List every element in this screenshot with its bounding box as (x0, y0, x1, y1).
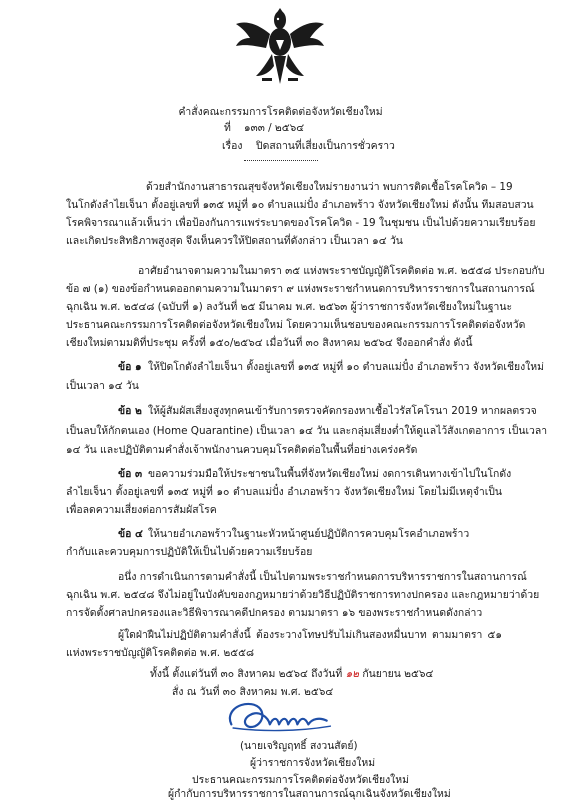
clause-line: ขอความร่วมมือให้ประชาชนในพื้นที่จังหวัดเชียงใหม่ งดการเดินทางเข้าไปในโกดัง (148, 468, 512, 480)
paragraph-line: แห่งพระราชบัญญัติโรคติดต่อ พ.ศ. ๒๕๕๘ (66, 647, 254, 659)
effective-prefix: ทั้งนี้ ตั้งแต่วันที่ ๓๐ สิงหาคม ๒๕๖๔ ถึงวันที่ (150, 668, 343, 680)
paragraph-line: โรคพิจารณาแล้วเห็นว่า เพื่อป้องกันการแพร่ระบาดของโรคโควิด - 19 ในชุมชน เป็นไปด้วยความเรียบร้อย (66, 217, 536, 229)
paragraph-line: ฉุกเฉิน พ.ศ. ๒๕๔๘ จึงไม่อยู่ในบังคับของกฎหมายว่าด้วยวิธีปฏิบัติราชการทางปกครอง และกฎหมายว่าด้วย (66, 589, 540, 601)
clause-3-label: ข้อ ๓ (118, 468, 143, 480)
garuda-emblem-icon (232, 6, 328, 90)
header-separator (244, 160, 318, 161)
clause-line: เพื่อลดความเสี่ยงต่อการสัมผัสโรค (66, 504, 217, 516)
clause-line: ให้ผู้สัมผัสเสี่ยงสูงทุกคนเข้ารับการตรวจคัดกรองหาเชื้อไวรัสโคโรนา 2019 หากผลตรวจ (148, 405, 537, 417)
paragraph-line: ด้วยสำนักงานสาธารณสุขจังหวัดเชียงใหม่รายงานว่า พบการติดเชื้อโรคโควิด – 19 (146, 181, 513, 193)
clause-line: ให้นายอำเภอพร้าวในฐานะหัวหน้าศูนย์ปฏิบัติการควบคุมโรคอำเภอพร้าว (148, 528, 470, 540)
order-title: คำสั่งคณะกรรมการโรคติดต่อจังหวัดเชียงใหม่ (178, 106, 383, 118)
paragraph-line: ประธานคณะกรรมการโรคติดต่อจังหวัดเชียงใหม่ โดยความเห็นชอบของคณะกรรมการโรคติดต่อจังหวัด (66, 319, 526, 331)
paragraph-line: ในโกดังลำไยเจ็นา ตั้งอยู่เลขที่ ๑๓๕ หมู่ที่ ๑๐ ตำบลแม่ปั๋ง อำเภอพร้าว จังหวัดเชียงใหม่ ดังนั้น ทีมสอบสวน (66, 199, 534, 211)
clause-2-label: ข้อ ๒ (118, 405, 142, 417)
paragraph-line: อนึ่ง การดำเนินการตามคำสั่งนี้ เป็นไปตามพระราชกำหนดการบริหารราชการในสถานการณ์ (118, 571, 527, 583)
signer-position: ประธานคณะกรรมการโรคติดต่อจังหวัดเชียงใหม่ (192, 774, 409, 786)
signer-name: (นายเจริญฤทธิ์ สงวนสัตย์) (240, 740, 358, 752)
clause-line: เป็นเวลา ๑๔ วัน (66, 380, 139, 392)
effective-date (150, 668, 433, 681)
clause-1-label: ข้อ ๑ (118, 361, 142, 373)
paragraph-line: ฉุกเฉิน พ.ศ. ๒๕๔๘ (ฉบับที่ ๑) ลงวันที่ ๒๕ มีนาคม พ.ศ. ๒๕๖๓ ผู้ว่าราชการจังหวัดเชียงใหม่ในฐานะ (66, 301, 513, 313)
order-date: สั่ง ณ วันที่ ๓๐ สิงหาคม พ.ศ. ๒๕๖๔ (172, 686, 334, 698)
clause-line: ๑๔ วัน และปฏิบัติตามคำสั่งเจ้าพนักงานควบคุมโรคติดต่อในพื้นที่อย่างเคร่งครัด (66, 444, 418, 456)
clause-line: เป็นลบให้กักตนเอง (Home Quarantine) เป็นเวลา ๑๔ วัน และกลุ่มเสี่ยงต่ำให้ดูแลไว้สังเกตอาการ เป็นเวลา (66, 425, 548, 437)
paragraph-line: ผู้ใดฝ่าฝืนไม่ปฏิบัติตามคำสั่งนี้ ต้องระวางโทษปรับไม่เกินสองหมื่นบาท ตามมาตรา ๕๑ (118, 629, 502, 641)
paragraph-line: ข้อ ๗ (๑) ของข้อกำหนดออกตามความในมาตรา ๙ แห่งพระราชกำหนดการบริหารราชการในสถานการณ์ (66, 283, 535, 295)
paragraph-line: เชียงใหม่ตามมติที่ประชุม ครั้งที่ ๑๕๐/๒๕๖๔ เมื่อวันที่ ๓๐ สิงหาคม ๒๕๖๔ จึงออกคำสั่ง ดังนี้ (66, 337, 473, 349)
paragraph-line: การจัดตั้งศาลปกครองและวิธีพิจารณาคดีปกครอง ตามมาตรา ๑๖ ของพระราชกำหนดดังกล่าว (66, 607, 483, 619)
paragraph-line: อาศัยอำนาจตามความในมาตรา ๓๕ แห่งพระราชบัญญัติโรคติดต่อ พ.ศ. ๒๕๕๘ ประกอบกับ (138, 265, 545, 277)
effective-suffix: กันยายน ๒๕๖๔ (362, 668, 434, 680)
signature-icon (224, 696, 334, 738)
clause-4-label: ข้อ ๔ (118, 528, 143, 540)
clause-line: ลำไยเจ็นา ตั้งอยู่เลขที่ ๑๓๕ หมู่ที่ ๑๐ ตำบลแม่ปั๋ง อำเภอพร้าว จังหวัดเชียงใหม่ โดยไม่มีเหตุจำเป็น (66, 486, 502, 498)
paragraph-line: และเกิดประสิทธิภาพสูงสุด จึงเห็นควรให้ปิดสถานที่ดังกล่าว เป็นเวลา ๑๔ วัน (66, 235, 403, 247)
order-number-label: ที่ (224, 122, 231, 134)
signer-position: ผู้กำกับการบริหารราชการในสถานการณ์ฉุกเฉินจังหวัดเชียงใหม่ (168, 788, 451, 800)
subject-text: ปิดสถานที่เสี่ยงเป็นการชั่วคราว (256, 140, 395, 152)
subject-label: เรื่อง (222, 140, 243, 152)
handwritten-day: ๑๒ (345, 668, 360, 680)
order-number: ๑๓๓ / ๒๕๖๔ (244, 122, 305, 134)
clause-line: ให้ปิดโกดังลำไยเจ็นา ตั้งอยู่เลขที่ ๑๓๕ หมู่ที่ ๑๐ ตำบลแม่ปั๋ง อำเภอพร้าว จังหวัดเชียงใหม่ (148, 361, 544, 373)
signer-position: ผู้ว่าราชการจังหวัดเชียงใหม่ (250, 757, 376, 769)
clause-line: กำกับและควบคุมการปฏิบัติให้เป็นไปด้วยความเรียบร้อย (66, 546, 313, 558)
